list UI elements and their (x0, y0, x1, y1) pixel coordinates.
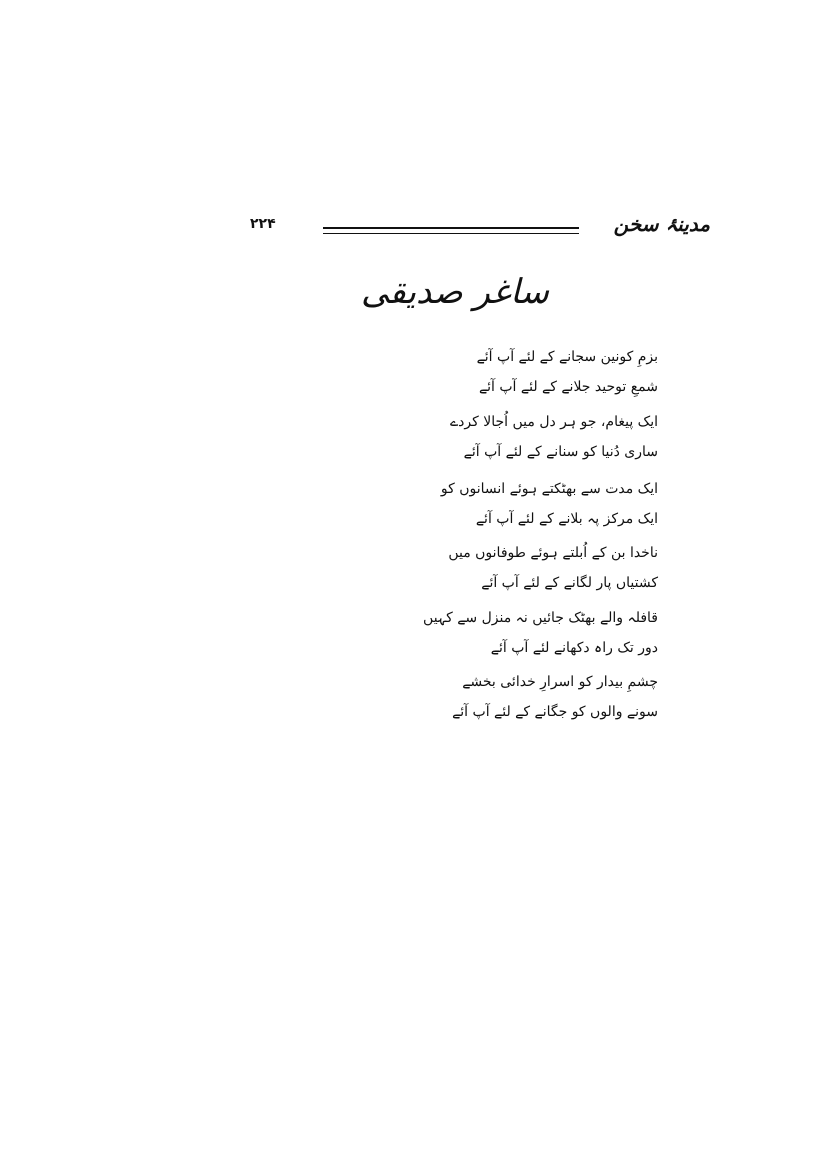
verse-line: کشتیاں پار لگانے کے لئے آپ آئے (481, 575, 658, 591)
verse-line: ایک مدت سے بھٹکتے ہوئے انسانوں کو (440, 481, 658, 497)
stanza-5 (423, 603, 658, 663)
verse-line: بزمِ کونین سجانے کے لئے آپ آئے (476, 349, 658, 365)
page-number: ۲۲۴ (250, 216, 276, 232)
verse-line: قافلہ والے بھٹک جائیں نہ منزل سے کہیں (423, 610, 658, 626)
verse-line: چشمِ بیدار کو اسرارِ خدائی بخشے (462, 674, 658, 690)
verse-line: ایک مرکز پہ بلانے کے لئے آپ آئے (475, 511, 658, 527)
verse-line: سونے والوں کو جگانے کے لئے آپ آئے (452, 704, 658, 720)
stanza-3 (441, 474, 658, 534)
verse-line: ایک پیغام، جو ہر دل میں اُجالا کردے (449, 414, 658, 430)
book-title: مدینۂ سخن (613, 212, 710, 236)
verse-line: ساری دُنیا کو سنانے کے لئے آپ آئے (463, 444, 658, 460)
verse-line: شمعِ توحید جلانے کے لئے آپ آئے (478, 379, 658, 395)
stanza-2 (278, 407, 658, 467)
stanza-6 (278, 667, 658, 727)
stanza-1 (477, 342, 658, 402)
poet-name: ساغر صدیقی (361, 272, 549, 312)
verse-line: دور تک راہ دکھانے لئے آپ آئے (490, 640, 658, 656)
stanza-4 (278, 538, 658, 598)
page-header (250, 212, 710, 252)
header-rule (323, 227, 579, 234)
verse-line: ناخدا بن کے اُبلتے ہوئے طوفانوں میں (448, 545, 658, 561)
